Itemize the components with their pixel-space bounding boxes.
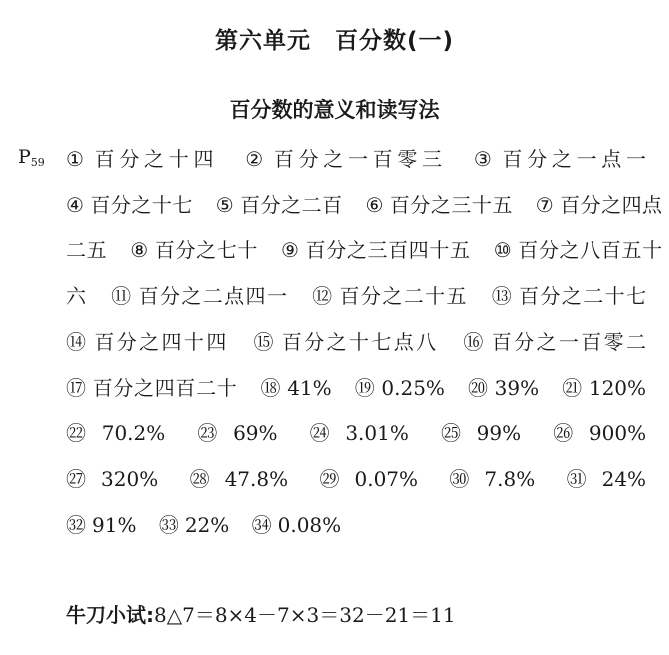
answer-text: 百分之二点四一 <box>138 284 289 309</box>
answer-item <box>66 147 218 171</box>
answer-text: 百分之四十四 <box>94 329 229 354</box>
answer-number: ③ <box>473 147 497 171</box>
answer-number: ⑥ <box>365 192 384 217</box>
practice-equation: 8△7＝8×4－7×3＝32－21＝11 <box>154 603 456 627</box>
answer-item <box>66 330 229 354</box>
answer-number: ⑦ <box>535 192 555 217</box>
answer-text: 91% <box>92 512 137 537</box>
answer-number: ⑪ <box>111 284 133 309</box>
page-ref-letter: P <box>18 146 31 168</box>
answer-item <box>66 376 237 400</box>
answer-list <box>66 137 662 548</box>
answer-text: 320% <box>101 466 159 491</box>
practice-label: 牛刀小试: <box>66 603 154 627</box>
answer-number: ① <box>66 147 89 171</box>
answer-number: ⑭ <box>66 329 89 354</box>
practice-line <box>66 599 456 628</box>
answer-text: 7.8% <box>484 466 536 491</box>
answer-text: 24% <box>601 466 647 491</box>
answer-item <box>310 421 409 445</box>
answer-number: ㉖ <box>553 421 583 446</box>
answer-text: 70.2% <box>101 421 166 446</box>
answer-item <box>159 513 229 537</box>
answer-text: 百分之三百四十五 <box>305 238 471 263</box>
answer-item <box>66 193 193 217</box>
answer-text: 900% <box>588 421 647 446</box>
answer-number: ⑮ <box>253 329 276 354</box>
answer-text: 百分之八百五十六 <box>66 238 663 309</box>
answer-item <box>66 467 158 491</box>
answer-item <box>253 330 438 354</box>
answer-number: ⑬ <box>491 284 514 309</box>
answer-text: 3.01% <box>345 421 409 446</box>
answer-text: 120% <box>588 375 647 400</box>
answer-text: 39% <box>494 375 540 400</box>
answer-item <box>492 284 646 308</box>
answer-text: 百分之十七 <box>90 192 193 217</box>
answer-text: 百分之三十五 <box>389 192 513 217</box>
answer-text: 百分之二十七 <box>519 284 647 309</box>
answer-item <box>281 238 471 262</box>
answer-number: ㉗ <box>66 466 96 491</box>
answer-number: ㉜ <box>66 512 86 537</box>
answer-number: ㉘ <box>189 466 219 491</box>
answer-item <box>252 513 342 537</box>
answer-item <box>567 467 646 491</box>
answer-text: 百分之十七点八 <box>281 329 439 354</box>
answer-item <box>365 193 512 217</box>
answer-text: 百分之十四 <box>94 147 219 171</box>
answer-number: ⑰ <box>66 375 87 400</box>
answer-number: ⑱ <box>260 375 282 400</box>
answer-item <box>66 513 136 537</box>
answer-text: 百分之一点一 <box>502 147 646 171</box>
answer-item <box>562 376 646 400</box>
answer-item <box>111 284 288 308</box>
answer-item <box>190 467 289 491</box>
answer-item <box>197 421 277 445</box>
answer-text: 99% <box>476 421 522 446</box>
page-reference <box>18 146 45 169</box>
answer-item <box>216 193 343 217</box>
answer-item <box>441 421 521 445</box>
answer-text: 百分之一百零三 <box>273 147 447 171</box>
answer-number: ⑨ <box>281 238 300 263</box>
answer-number: ㉞ <box>251 512 272 537</box>
answer-item <box>553 421 646 445</box>
answer-number: ㉑ <box>562 375 583 400</box>
answer-number: ㉙ <box>319 466 349 491</box>
page-ref-number: 59 <box>30 156 45 169</box>
answer-number: ⑲ <box>354 375 376 400</box>
answer-number: ⑤ <box>215 192 235 217</box>
answer-number: ㉕ <box>440 421 471 446</box>
answer-number: ⑳ <box>467 375 489 400</box>
answer-text: 41% <box>287 375 332 400</box>
answer-text: 百分之四点二五 <box>66 192 663 263</box>
answer-text: 百分之二十五 <box>339 284 468 309</box>
answer-number: ㉒ <box>66 421 96 446</box>
answer-number: ㉝ <box>158 512 179 537</box>
answer-item <box>355 376 445 400</box>
answer-text: 69% <box>233 421 278 446</box>
answer-item <box>130 238 258 262</box>
answer-text: 百分之四百二十 <box>92 375 238 400</box>
answer-text: 0.25% <box>381 375 445 400</box>
answer-item <box>468 376 539 400</box>
answer-item <box>261 376 332 400</box>
answer-item <box>319 467 418 491</box>
answer-text: 0.08% <box>277 512 342 537</box>
answer-text: 0.07% <box>354 466 419 491</box>
answer-number: ㉚ <box>449 466 479 491</box>
answer-item <box>463 330 646 354</box>
section-subtitle: 百分数的意义和读写法 <box>229 98 440 122</box>
answer-item <box>245 147 447 171</box>
answer-text: 47.8% <box>224 466 289 491</box>
answer-number: ④ <box>66 192 85 217</box>
answer-text: 22% <box>184 512 230 537</box>
answer-text: 百分之七十 <box>154 238 259 263</box>
answer-number: ⑯ <box>463 329 486 354</box>
answer-number: ⑩ <box>493 238 513 263</box>
answer-text: 百分之二百 <box>240 192 343 217</box>
answer-number: ㉔ <box>309 421 340 446</box>
answer-number: ㉓ <box>197 421 228 446</box>
answer-number: ㉛ <box>566 466 596 491</box>
answer-item <box>474 147 646 171</box>
answer-item <box>312 284 468 308</box>
answer-text: 百分之一百零二 <box>491 329 647 354</box>
answer-number: ⑧ <box>130 238 149 263</box>
answer-number: ② <box>245 147 268 171</box>
answer-item <box>449 467 535 491</box>
answer-number: ⑫ <box>312 284 334 309</box>
answer-item <box>66 421 165 445</box>
page-title: 第六单元 百分数(一) <box>214 28 455 54</box>
